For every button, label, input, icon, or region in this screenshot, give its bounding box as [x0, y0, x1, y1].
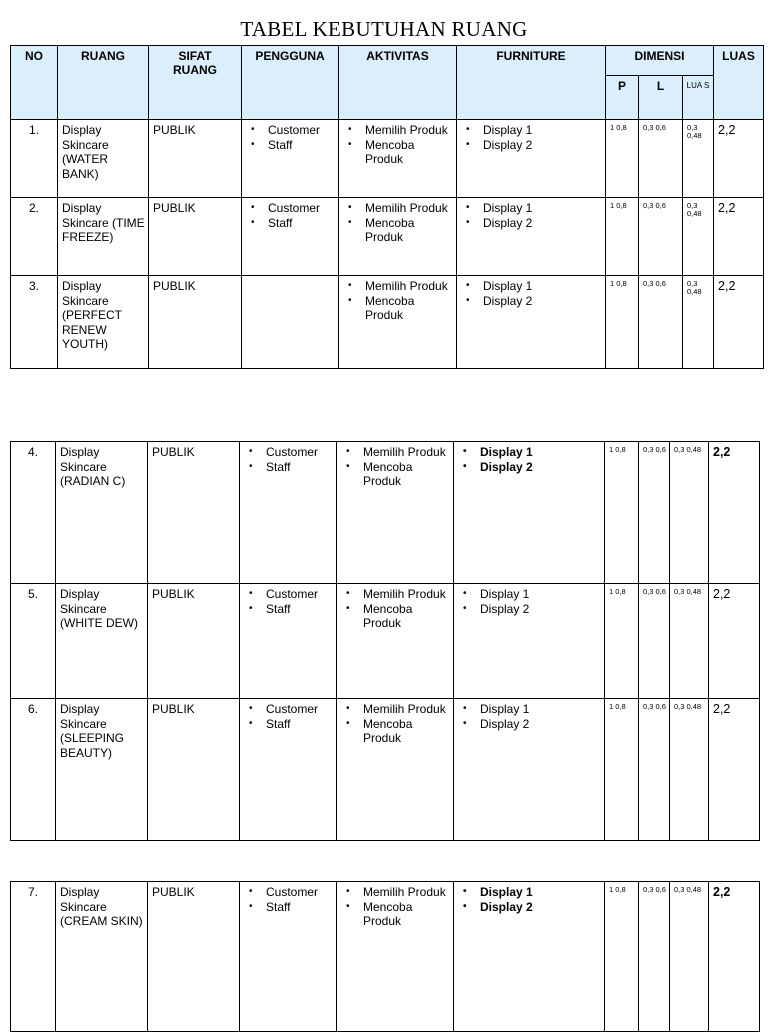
cell-aktivitas: [339, 276, 457, 369]
cell-aktivitas: [337, 442, 454, 584]
table-row: [11, 198, 764, 276]
list-item: • Staff: [268, 138, 335, 153]
cell-furniture: [457, 120, 606, 198]
cell-aktivitas: [339, 120, 457, 198]
cell-pengguna: [240, 699, 337, 841]
list-item: • Memilih Produk: [365, 123, 453, 138]
list-item: • Mencoba Produk: [363, 900, 450, 929]
cell-aktivitas-list: [341, 885, 450, 929]
list-item: • Staff: [266, 900, 333, 915]
list-item: • Display 2: [483, 216, 602, 231]
cell-dimensi-l: 0,3 0,6: [639, 120, 683, 198]
cell-luas: 2,2: [709, 442, 760, 584]
cell-no: 3.: [11, 276, 58, 369]
list-item: • Display 2: [483, 138, 602, 153]
cell-pengguna-list: [244, 702, 333, 731]
cell-luas: 2,2: [709, 699, 760, 841]
list-item: • Display 1: [483, 201, 602, 216]
table-row: [11, 120, 764, 198]
table-row: [11, 584, 760, 699]
cell-dimensi-l: 0,3 0,6: [639, 276, 683, 369]
list-item: • Mencoba Produk: [363, 460, 450, 489]
header-luas: LUAS: [714, 46, 764, 120]
table-row: [11, 276, 764, 369]
cell-dimensi-p: 1 0,8: [605, 882, 639, 1032]
cell-dimensi-luas: 0,3 0,48: [683, 198, 714, 276]
list-item: • Mencoba Produk: [363, 717, 450, 746]
cell-furniture-list: [458, 702, 601, 731]
list-item: • Display 1: [480, 587, 601, 602]
cell-dimensi-p: 1 0,8: [605, 699, 639, 841]
cell-dimensi-luas: 0,3 0,48: [670, 442, 709, 584]
list-item: • Staff: [268, 216, 335, 231]
header-dimensi-l: L: [639, 76, 683, 120]
header-pengguna: PENGGUNA: [242, 46, 339, 120]
list-item: • Customer: [266, 885, 333, 900]
cell-furniture: [454, 584, 605, 699]
cell-dimensi-l: 0,3 0,6: [639, 442, 670, 584]
cell-dimensi-l: 0,3 0,6: [639, 882, 670, 1032]
header-dimensi: DIMENSI: [606, 46, 714, 76]
cell-ruang: Display Skincare (CREAM SKIN): [56, 882, 148, 1032]
cell-aktivitas: [337, 584, 454, 699]
requirements-table-3: [10, 881, 760, 1032]
cell-aktivitas: [337, 699, 454, 841]
list-item: • Display 2: [483, 294, 602, 309]
table-row: [11, 442, 760, 584]
cell-dimensi-luas: 0,3 0,48: [670, 584, 709, 699]
cell-aktivitas-list: [343, 123, 453, 167]
cell-aktivitas-list: [341, 702, 450, 746]
cell-luas: 2,2: [709, 882, 760, 1032]
cell-dimensi-luas: 0,3 0,48: [683, 120, 714, 198]
cell-furniture: [454, 699, 605, 841]
cell-dimensi-p: 1 0,8: [605, 584, 639, 699]
cell-luas: 2,2: [709, 584, 760, 699]
cell-pengguna-list: [244, 885, 333, 914]
cell-no: 7.: [11, 882, 56, 1032]
list-item: • Memilih Produk: [363, 885, 450, 900]
cell-aktivitas: [337, 882, 454, 1032]
list-item: • Mencoba Produk: [363, 602, 450, 631]
cell-dimensi-luas: 0,3 0,48: [670, 699, 709, 841]
list-item: • Memilih Produk: [363, 445, 450, 460]
cell-no: 5.: [11, 584, 56, 699]
list-item: • Staff: [266, 717, 333, 732]
cell-sifat: PUBLIK: [148, 584, 240, 699]
cell-no: 4.: [11, 442, 56, 584]
list-item: • Mencoba Produk: [365, 216, 453, 245]
list-item: • Memilih Produk: [365, 279, 453, 294]
list-item: • Display 2: [480, 602, 601, 617]
list-item: • Customer: [266, 445, 333, 460]
cell-sifat: PUBLIK: [149, 198, 242, 276]
cell-furniture: [454, 882, 605, 1032]
cell-pengguna: [242, 120, 339, 198]
cell-furniture-list: [461, 279, 602, 308]
page-title: TABEL KEBUTUHAN RUANG: [240, 17, 528, 41]
cell-no: 6.: [11, 699, 56, 841]
cell-furniture: [457, 276, 606, 369]
list-item: • Staff: [266, 460, 333, 475]
cell-dimensi-l: 0,3 0,6: [639, 699, 670, 841]
cell-pengguna: [242, 198, 339, 276]
cell-pengguna: [240, 442, 337, 584]
cell-pengguna: [242, 276, 339, 369]
list-item: • Customer: [266, 702, 333, 717]
cell-dimensi-l: 0,3 0,6: [639, 198, 683, 276]
cell-ruang: Display Skincare (WHITE DEW): [56, 584, 148, 699]
list-item: • Display 2: [480, 900, 601, 915]
header-dimensi-p: P: [606, 76, 639, 120]
cell-luas: 2,2: [714, 276, 764, 369]
cell-aktivitas-list: [343, 279, 453, 323]
cell-aktivitas-list: [343, 201, 453, 245]
cell-ruang: Display Skincare (RADIAN C): [56, 442, 148, 584]
cell-pengguna: [240, 584, 337, 699]
cell-aktivitas-list: [341, 445, 450, 489]
list-item: • Memilih Produk: [365, 201, 453, 216]
cell-dimensi-l: 0,3 0,6: [639, 584, 670, 699]
header-no: NO: [11, 46, 58, 120]
table-row: [11, 882, 760, 1032]
list-item: • Mencoba Produk: [365, 138, 453, 167]
cell-furniture: [457, 198, 606, 276]
cell-furniture-list: [458, 885, 601, 914]
cell-dimensi-p: 1 0,8: [605, 442, 639, 584]
cell-ruang: Display Skincare (WATER BANK): [58, 120, 149, 198]
table-row: [11, 699, 760, 841]
list-item: • Display 1: [480, 702, 601, 717]
list-item: • Memilih Produk: [363, 702, 450, 717]
cell-sifat: PUBLIK: [148, 882, 240, 1032]
header-furniture: FURNITURE: [457, 46, 606, 120]
cell-aktivitas-list: [341, 587, 450, 631]
cell-furniture-list: [458, 587, 601, 616]
cell-dimensi-p: 1 0,8: [606, 120, 639, 198]
cell-furniture: [454, 442, 605, 584]
list-item: • Customer: [266, 587, 333, 602]
cell-pengguna: [240, 882, 337, 1032]
cell-sifat: PUBLIK: [148, 442, 240, 584]
cell-luas: 2,2: [714, 120, 764, 198]
cell-luas: 2,2: [714, 198, 764, 276]
list-item: • Mencoba Produk: [365, 294, 453, 323]
cell-no: 2.: [11, 198, 58, 276]
header-dimensi-luas-s: LUA S: [683, 76, 714, 120]
requirements-table-1: [10, 45, 764, 369]
list-item: • Display 2: [480, 460, 601, 475]
list-item: • Memilih Produk: [363, 587, 450, 602]
cell-dimensi-luas: 0,3 0,48: [683, 276, 714, 369]
cell-furniture-list: [461, 123, 602, 152]
cell-sifat: PUBLIK: [148, 699, 240, 841]
list-item: • Display 1: [480, 885, 601, 900]
cell-dimensi-p: 1 0,8: [606, 198, 639, 276]
list-item: • Staff: [266, 602, 333, 617]
cell-ruang: Display Skincare (PERFECT RENEW YOUTH): [58, 276, 149, 369]
cell-ruang: Display Skincare (TIME FREEZE): [58, 198, 149, 276]
requirements-table-2: [10, 441, 760, 841]
header-ruang: RUANG: [58, 46, 149, 120]
cell-aktivitas: [339, 198, 457, 276]
list-item: • Customer: [268, 123, 335, 138]
cell-sifat: PUBLIK: [149, 120, 242, 198]
cell-ruang: Display Skincare (SLEEPING BEAUTY): [56, 699, 148, 841]
cell-pengguna-list: [246, 201, 335, 230]
cell-dimensi-p: 1 0,8: [606, 276, 639, 369]
cell-furniture-list: [461, 201, 602, 230]
list-item: • Display 1: [480, 445, 601, 460]
list-item: • Customer: [268, 201, 335, 216]
cell-pengguna-list: [244, 445, 333, 474]
cell-pengguna-list: [246, 123, 335, 152]
cell-dimensi-luas: 0,3 0,48: [670, 882, 709, 1032]
list-item: • Display 1: [483, 279, 602, 294]
header-sifat-ruang: SIFAT RUANG: [149, 46, 242, 120]
cell-no: 1.: [11, 120, 58, 198]
header-aktivitas: AKTIVITAS: [339, 46, 457, 120]
list-item: • Display 1: [483, 123, 602, 138]
cell-furniture-list: [458, 445, 601, 474]
list-item: • Display 2: [480, 717, 601, 732]
cell-pengguna-list: [244, 587, 333, 616]
cell-sifat: PUBLIK: [149, 276, 242, 369]
